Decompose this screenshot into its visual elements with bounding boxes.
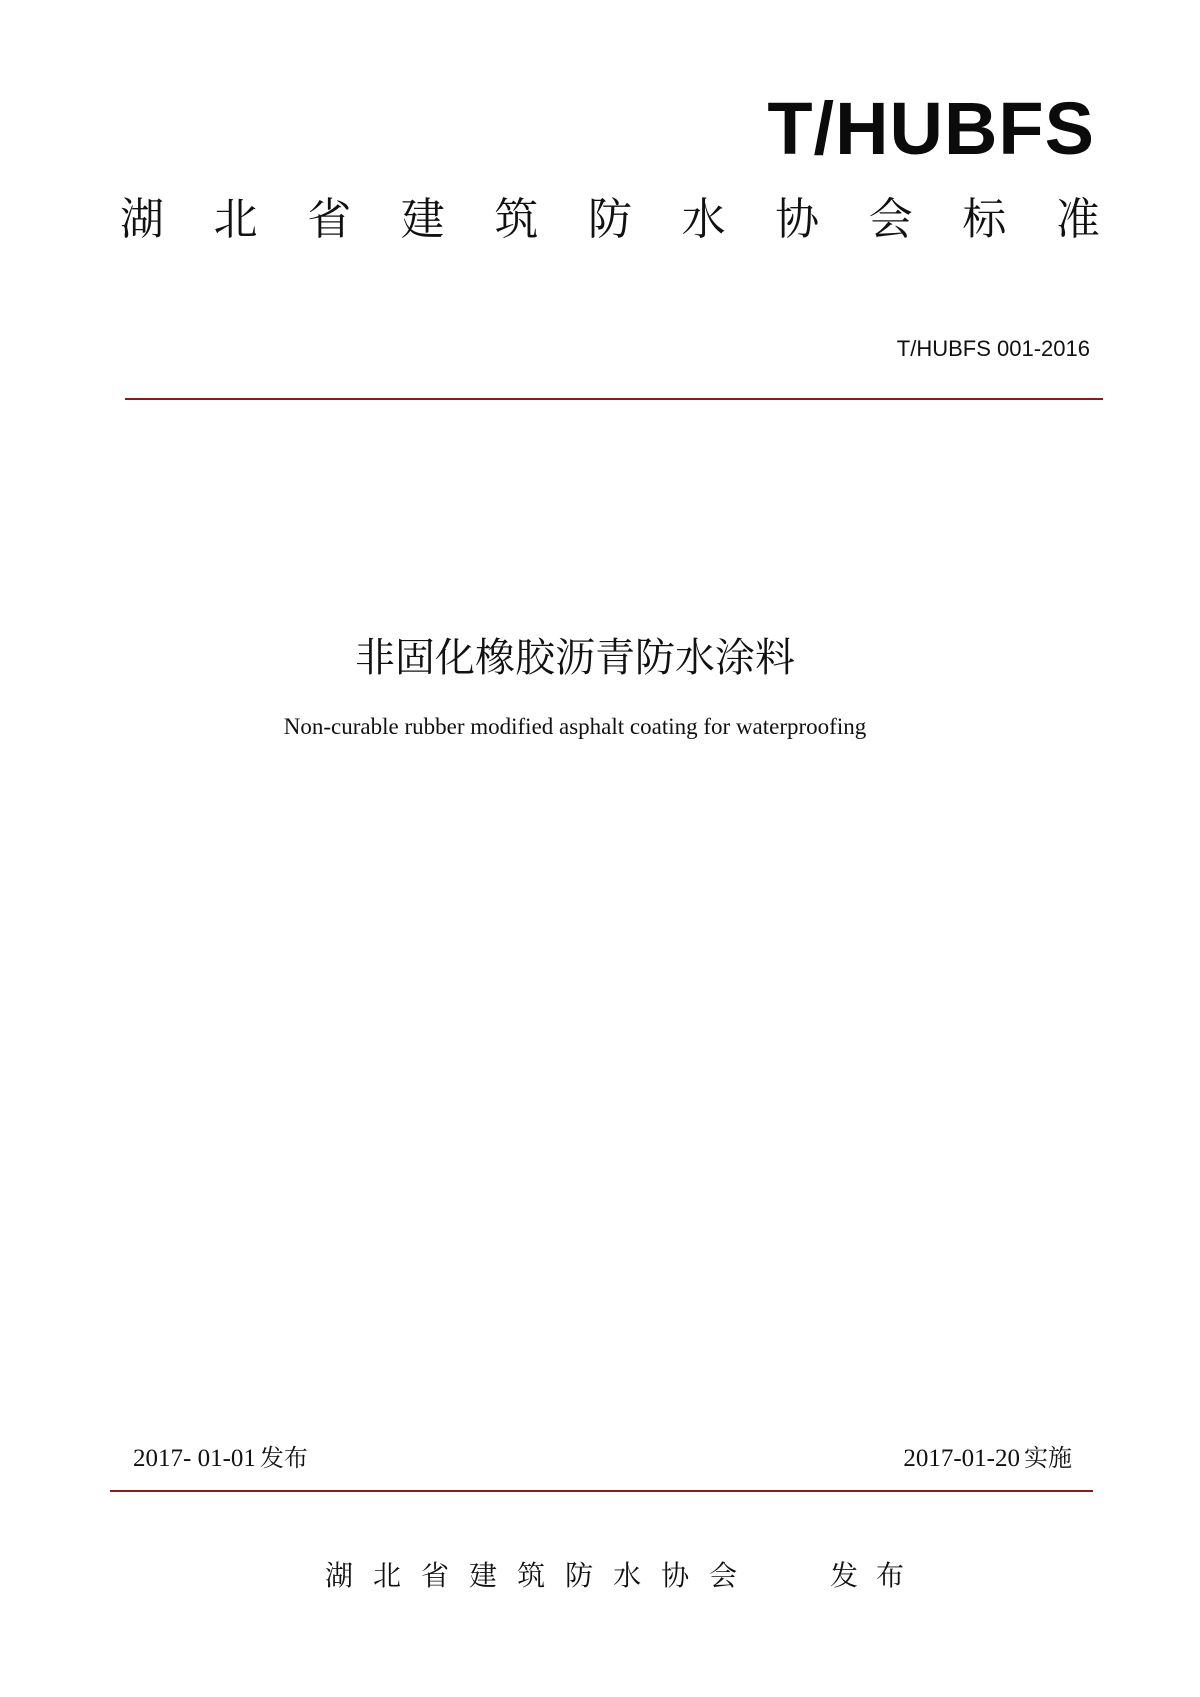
org-title-char: 建	[400, 194, 445, 245]
publisher-char: 建	[469, 1559, 498, 1592]
publisher-char: 湖	[325, 1559, 354, 1592]
org-title-char: 北	[213, 194, 258, 245]
org-title-char: 会	[868, 194, 913, 245]
org-title-char: 省	[307, 194, 352, 245]
org-title-char: 水	[681, 194, 726, 245]
publisher-char: 水	[613, 1559, 642, 1592]
publisher-char: 省	[421, 1559, 450, 1592]
org-title-char: 湖	[120, 194, 164, 245]
document-title-english: Non-curable rubber modified asphalt coating for waterproofing	[283, 714, 867, 739]
issue-date: 2017- 01-01	[133, 1445, 256, 1472]
publisher-char: 防	[565, 1559, 594, 1592]
publisher-char: 筑	[517, 1559, 546, 1592]
publisher-name	[325, 1559, 738, 1592]
standard-code-heading: T/HUBFS	[767, 87, 1095, 170]
implementation-date-line	[903, 1446, 1072, 1471]
publish-char: 发	[830, 1559, 859, 1592]
org-title-char: 协	[775, 194, 820, 245]
publisher-char: 协	[661, 1559, 690, 1592]
implementation-label: 实施	[1024, 1444, 1072, 1472]
standard-number: T/HUBFS 001-2016	[896, 336, 1090, 361]
bottom-divider-rule	[110, 1490, 1093, 1492]
issue-date-line	[133, 1446, 308, 1471]
implementation-date: 2017-01-20	[903, 1445, 1020, 1472]
org-title-char: 标	[962, 194, 1007, 245]
publisher-char: 北	[373, 1559, 402, 1592]
org-title-char: 防	[587, 194, 632, 245]
org-title-char: 筑	[494, 194, 539, 245]
org-title-char: 准	[1055, 194, 1100, 245]
document-title-chinese: 非固化橡胶沥青防水涂料	[355, 635, 795, 681]
issue-label: 发布	[259, 1444, 308, 1472]
organization-standard-title	[120, 194, 1100, 245]
publish-label	[830, 1559, 905, 1592]
top-divider-rule	[125, 398, 1103, 400]
publish-char: 布	[876, 1559, 905, 1592]
publisher-char: 会	[709, 1559, 738, 1592]
